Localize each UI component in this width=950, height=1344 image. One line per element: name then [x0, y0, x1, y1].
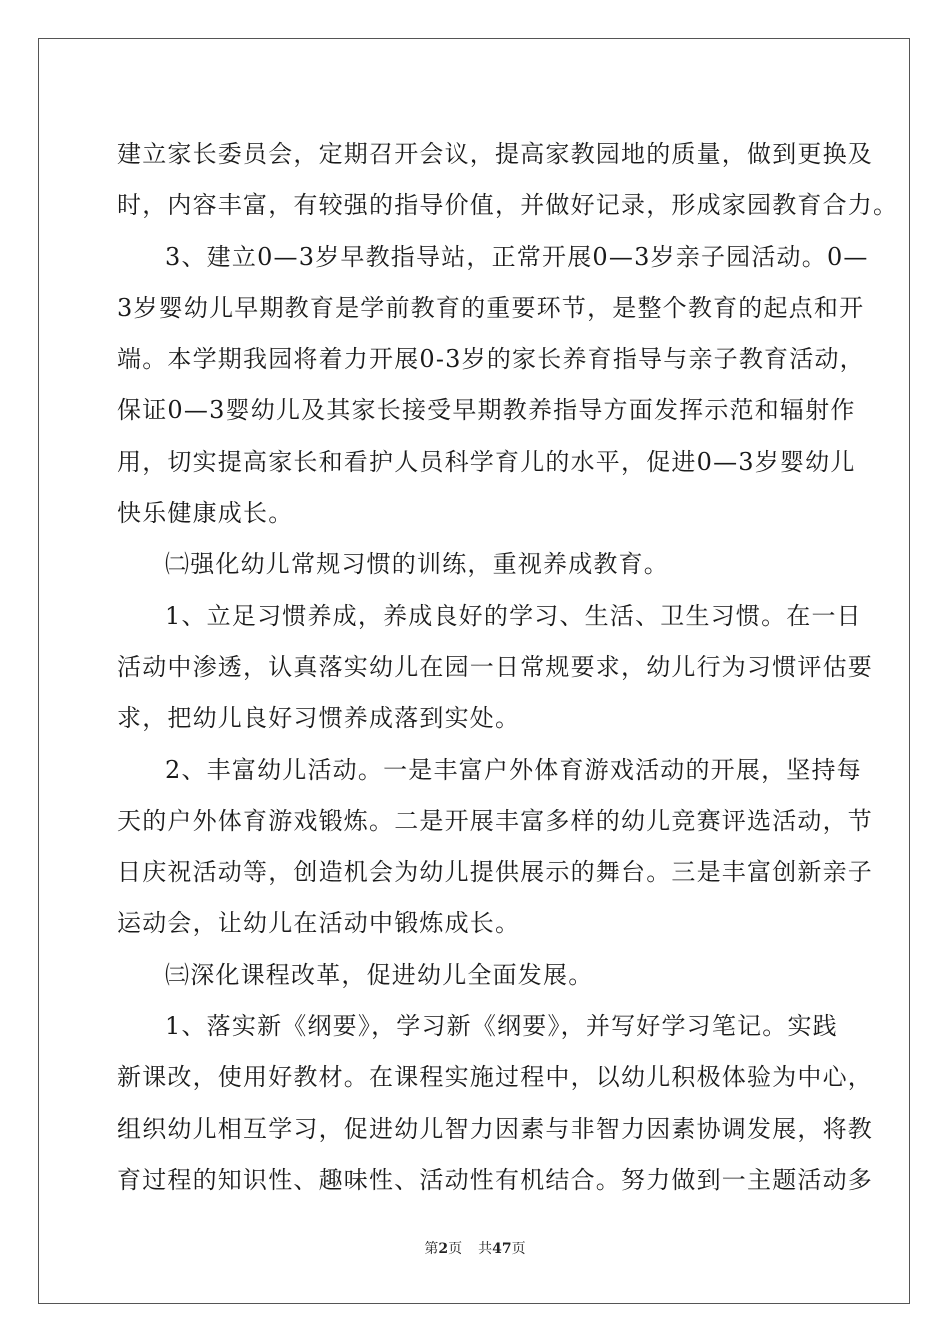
text-line: 求，把幼儿良好习惯养成落到实处。	[117, 704, 521, 733]
text-line: 3、建立0—3岁早教指导站，正常开展0—3岁亲子园活动。0—	[165, 242, 869, 271]
text-line: 育过程的知识性、趣味性、活动性有机结合。努力做到一主题活动多	[117, 1165, 873, 1194]
total-pages: 47	[492, 1241, 512, 1257]
text-line: 快乐健康成长。	[117, 499, 294, 528]
text-line: 建立家长委员会，定期召开会议，提高家教园地的质量，做到更换及	[117, 140, 873, 168]
page-number: 2	[438, 1241, 449, 1257]
text-line: 日庆祝活动等，创造机会为幼儿提供展示的舞台。三是丰富创新亲子	[117, 858, 873, 887]
text-line: 活动中渗透，认真落实幼儿在园一日常规要求，幼儿行为习惯评估要	[117, 652, 873, 681]
text-line: 2、丰富幼儿活动。一是丰富户外体育游戏活动的开展，坚持每	[165, 755, 862, 784]
text-line: 端。本学期我园将着力开展0-3岁的家长养育指导与亲子教育活动，	[117, 345, 865, 374]
text-line: 3岁婴幼儿早期教育是学前教育的重要环节，是整个教育的起点和开	[117, 293, 865, 322]
total-suffix: 页	[511, 1241, 526, 1257]
section-heading: ㈡强化幼儿常规习惯的训练，重视养成教育。	[165, 550, 669, 579]
text-line: 天的户外体育游戏锻炼。二是开展丰富多样的幼儿竞赛评选活动，节	[117, 806, 873, 835]
page-prefix: 第	[424, 1241, 439, 1257]
text-line: 用，切实提高家长和看护人员科学育儿的水平，促进0—3岁婴幼儿	[117, 447, 856, 476]
text-line: 1、立足习惯养成，养成良好的学习、生活、卫生习惯。在一日	[165, 601, 862, 630]
text-line: 组织幼儿相互学习，促进幼儿智力因素与非智力因素协调发展，将教	[117, 1114, 873, 1143]
text-line: 新课改，使用好教材。在课程实施过程中，以幼儿积极体验为中心，	[117, 1063, 873, 1092]
document-body	[117, 129, 899, 1206]
text-line: 运动会，让幼儿在活动中锻炼成长。	[117, 909, 521, 938]
text-line: 保证0—3婴幼儿及其家长接受早期教养指导方面发挥示范和辐射作	[117, 396, 856, 425]
page-suffix: 页	[448, 1241, 463, 1257]
total-prefix: 共	[478, 1241, 493, 1257]
text-line: 1、落实新《纲要》，学习新《纲要》，并写好学习笔记。实践	[165, 1012, 838, 1041]
text-line: 时，内容丰富，有较强的指导价值，并做好记录，形成家园教育合力。	[117, 191, 899, 220]
page-footer	[0, 1238, 950, 1258]
section-heading: ㈢深化课程改革，促进幼儿全面发展。	[165, 960, 594, 989]
